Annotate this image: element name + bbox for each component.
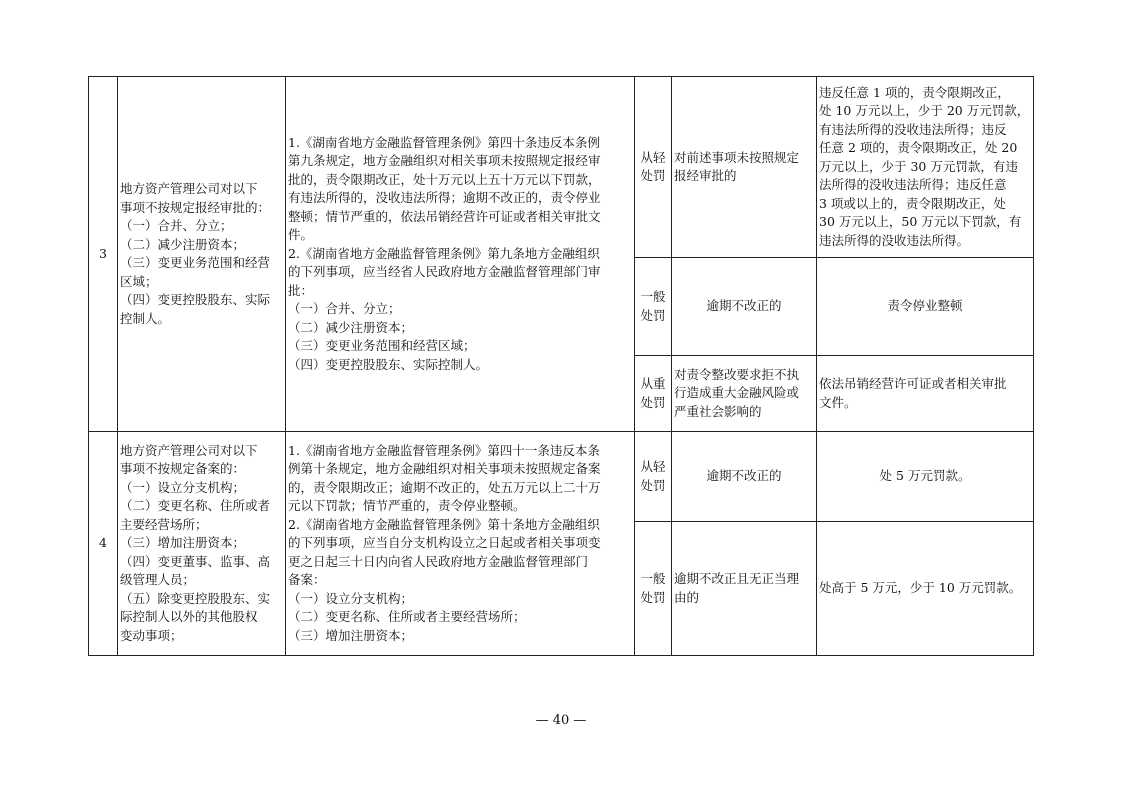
penalty-standard: 处 5 万元罚款。 (817, 432, 1034, 522)
penalty-level: 一般 处罚 (635, 258, 672, 356)
penalty-standard: 责令停业整顿 (817, 258, 1034, 356)
penalty-level: 从轻 处罚 (635, 77, 672, 258)
circumstance: 对前述事项未按照规定 报经审批的 (672, 77, 817, 258)
circumstance: 逾期不改正的 (672, 258, 817, 356)
penalty-standard: 依法吊销经营许可证或者相关审批 文件。 (817, 356, 1034, 432)
table-row (89, 432, 1034, 522)
penalty-level: 从轻 处罚 (635, 432, 672, 522)
row-number: 3 (89, 77, 118, 432)
legal-basis: 1.《湖南省地方金融监督管理条例》第四十条违反本条例 第九条规定，地方金融组织对相关事项未按照规定报经审 批的，责令限期改正，处十万元以上五十万元以下罚款， 有违法所得的，没收违法所得；逾期不改正的，责令停业 整顿；情节严重的，依法吊销经营许可证或者相关审批文 件。 2.《湖南省地方金融监督管理条例》第九条地方金融组织 的下列事项，应当经省人民政府地方金融监督管理部门审 批： （一）合并、分立； （二）减少注册资本； （三）变更业务范围和经营区域； （四）变更控股股东、实际控制人。 (286, 77, 635, 432)
penalty-standard-table (88, 76, 1034, 656)
legal-basis: 1.《湖南省地方金融监督管理条例》第四十一条违反本条 例第十条规定，地方金融组织对相关事项未按照规定备案 的，责令限期改正；逾期不改正的，处五万元以上二十万 元以下罚款；情节严重的，责令停业整顿。 2.《湖南省地方金融监督管理条例》第十条地方金融组织 的下列事项，应当自分支机构设立之日起或者相关事项变 更之日起三十日内向省人民政府地方金融监督管理部门 备案： （一）设立分支机构； （二）变更名称、住所或者主要经营场所； （三）增加注册资本； (286, 432, 635, 656)
circumstance: 逾期不改正且无正当理 由的 (672, 522, 817, 656)
violation-item: 地方资产管理公司对以下 事项不按规定报经审批的： （一）合并、分立； （二）减少注册资本； （三）变更业务范围和经营 区域； （四）变更控股股东、实际 控制人。 (118, 77, 286, 432)
penalty-standard: 违反任意 1 项的，责令限期改正， 处 10 万元以上，少于 20 万元罚款， 有违法所得的没收违法所得；违反 任意 2 项的，责令限期改正，处 20 万元以上，少于 30 万元罚款，有违 法所得的没收违法所得；违反任意 3 项或以上的，责令限期改正，处 30 万元以上，50 万元以下罚款，有 违法所得的没收违法所得。 (817, 77, 1034, 258)
violation-item: 地方资产管理公司对以下 事项不按规定备案的： （一）设立分支机构； （二）变更名称、住所或者 主要经营场所； （三）增加注册资本； （四）变更董事、监事、高 级管理人员； （五）除变更控股股东、实 际控制人以外的其他股权 变动事项； (118, 432, 286, 656)
table-row (89, 77, 1034, 258)
page-number: — 40 — (535, 713, 587, 728)
circumstance: 对责令整改要求拒不执 行造成重大金融风险或 严重社会影响的 (672, 356, 817, 432)
row-number: 4 (89, 432, 118, 656)
circumstance: 逾期不改正的 (672, 432, 817, 522)
penalty-level: 一般 处罚 (635, 522, 672, 656)
penalty-standard: 处高于 5 万元，少于 10 万元罚款。 (817, 522, 1034, 656)
penalty-level: 从重 处罚 (635, 356, 672, 432)
